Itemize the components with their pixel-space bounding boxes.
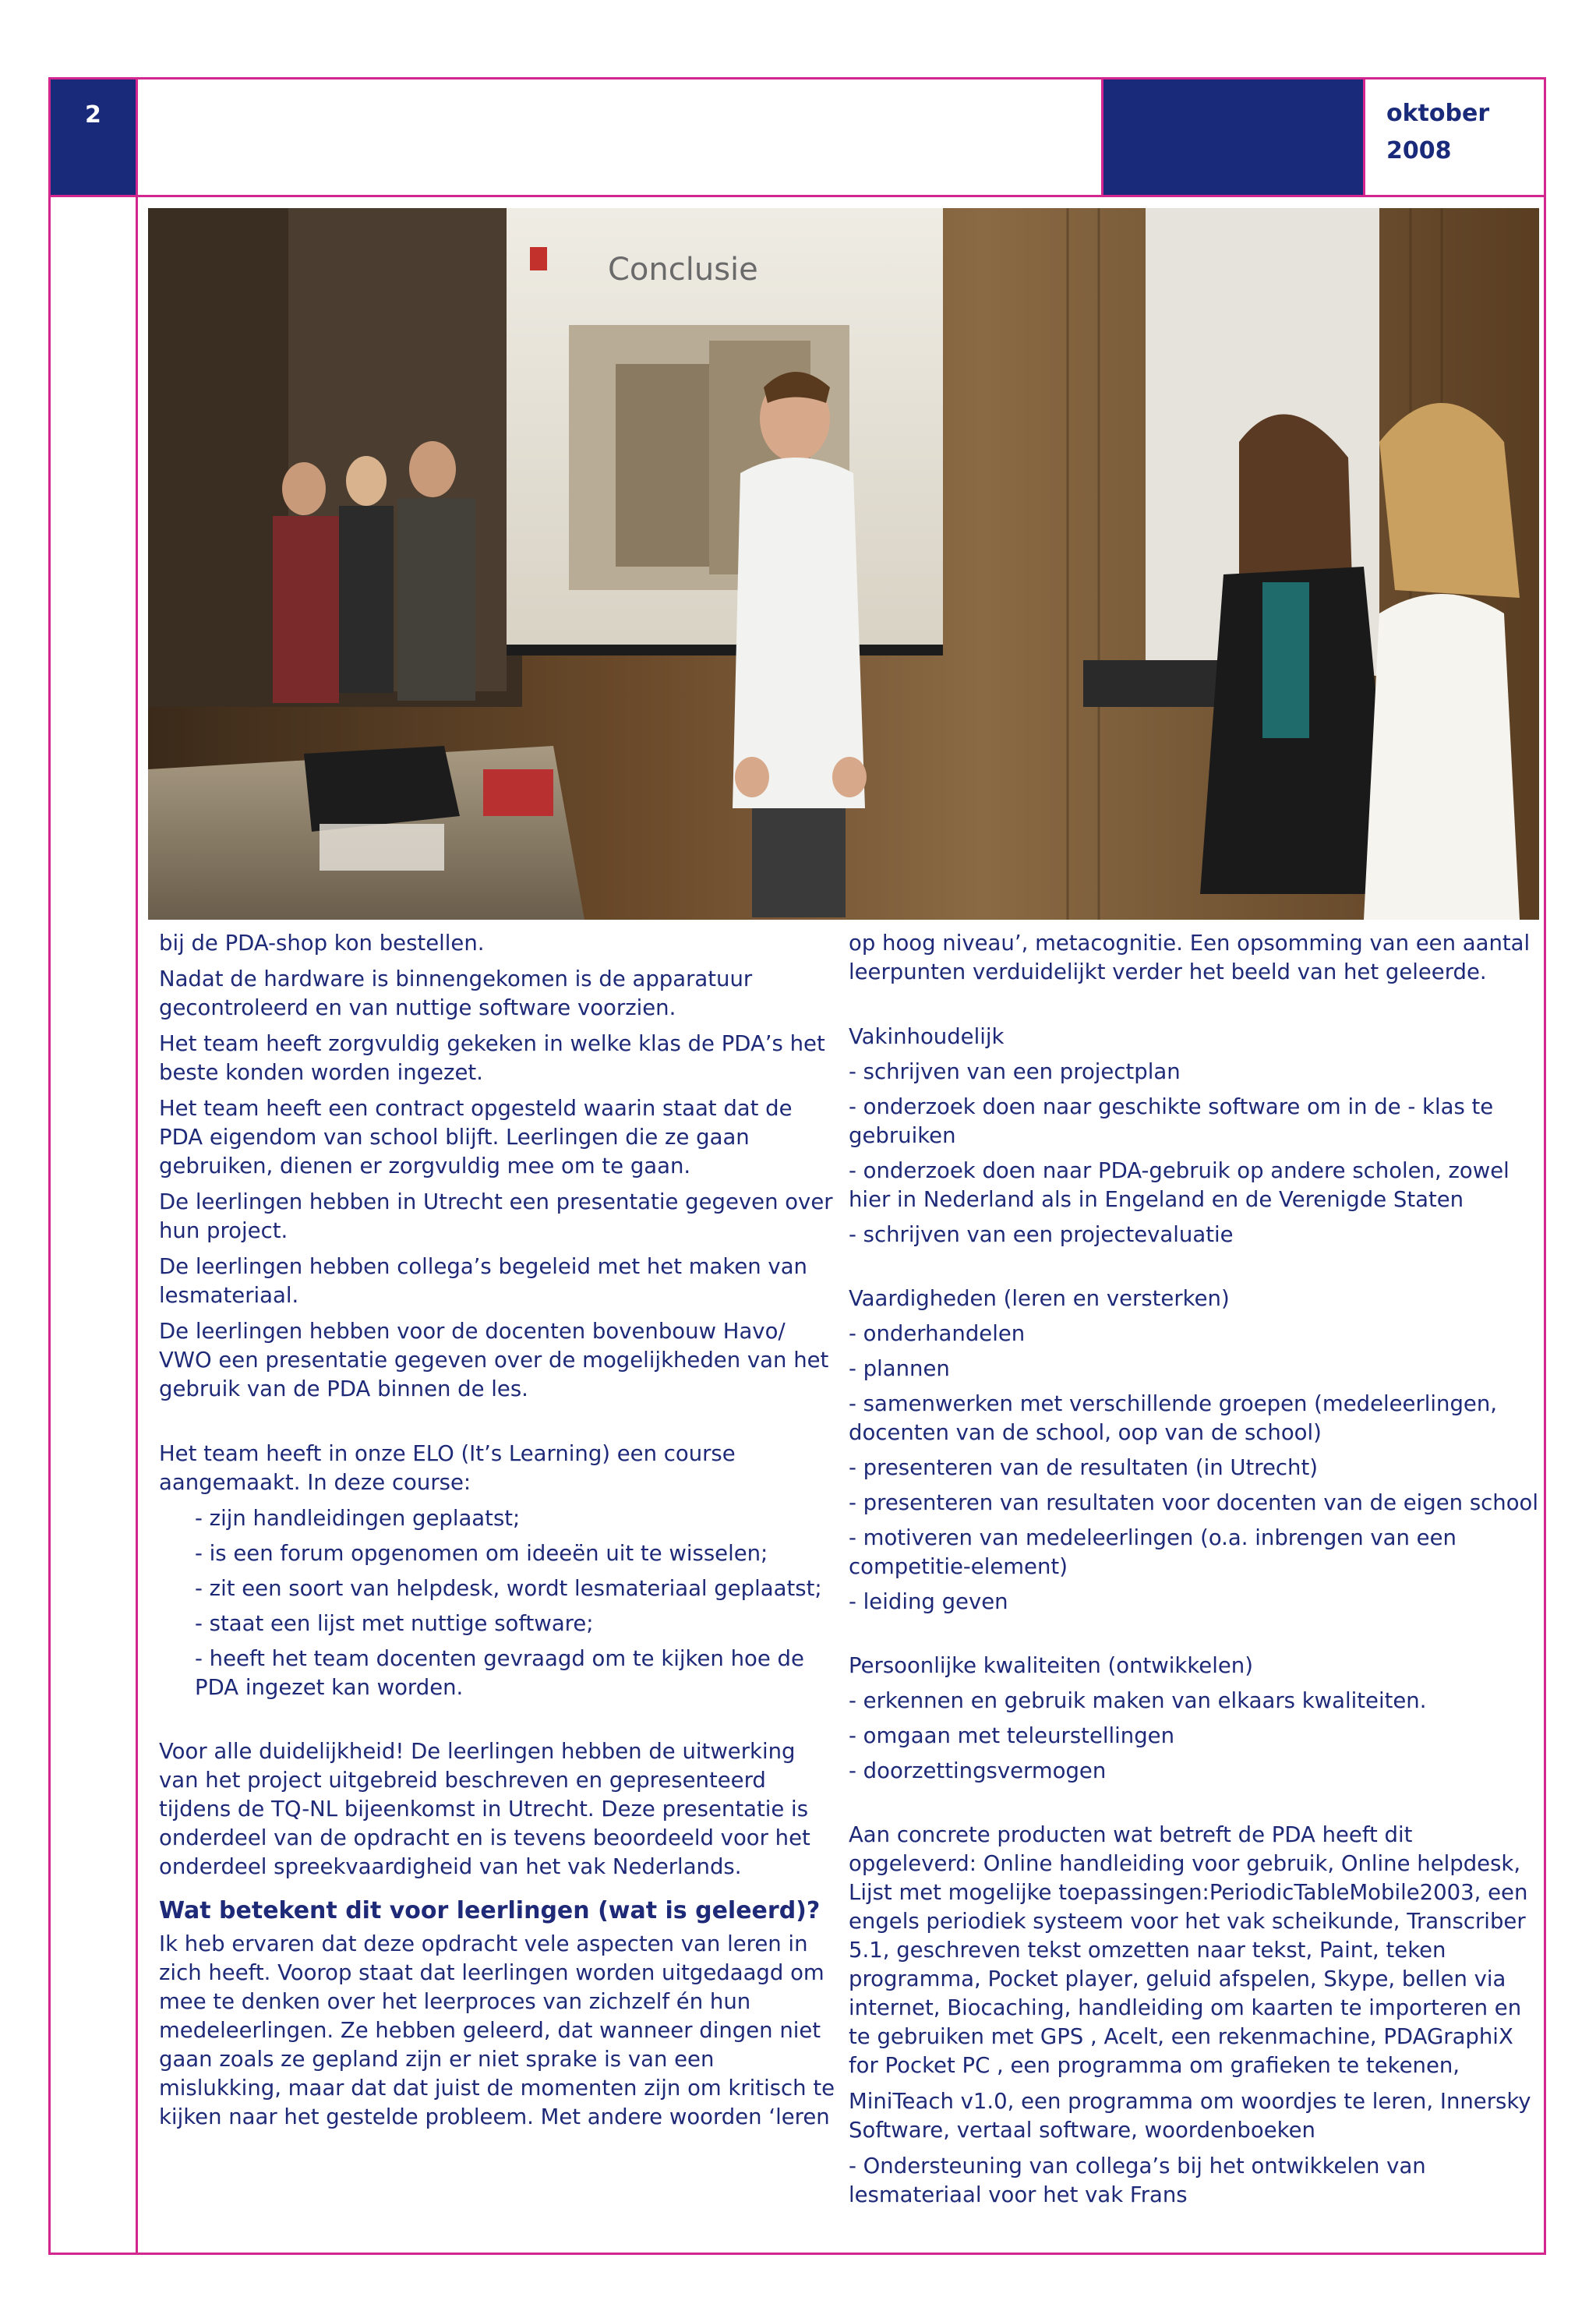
spacer	[849, 1623, 1542, 1652]
list-item: - schrijven van een projectplan	[849, 1059, 1181, 1084]
left-margin-rule	[136, 77, 138, 2255]
list-item: - zijn handleidingen geplaatst;	[195, 1506, 521, 1531]
right-column	[849, 929, 1542, 2217]
paragraph: Het team heeft zorgvuldig gekeken in welke klas de PDA’s het beste konden worden ingezet.	[159, 1031, 825, 1085]
paragraph: op hoog niveau’, metacognitie. Een opsomming van een aantal leerpunten verduidelijkt verder het beeld van het geleerde.	[849, 931, 1531, 984]
paragraph: Het team heeft in onze ELO (It’s Learning) een course aangemaakt. In deze course:	[159, 1441, 736, 1495]
list-item: - leiding geven	[849, 1589, 1008, 1614]
list-item: - zit een soort van helpdesk, wordt lesmateriaal geplaatst;	[195, 1576, 822, 1601]
paragraph: Het team heeft een contract opgesteld waarin staat dat de PDA eigendom van school blijft. Leerlingen die ze gaan gebruiken, dienen er zorgvuldig mee om te gaan.	[159, 1096, 793, 1178]
list-item: - motiveren van medeleerlingen (o.a. inbrengen van een competitie-element)	[849, 1525, 1457, 1579]
list-item: - presenteren van resultaten voor docenten van de eigen school	[849, 1490, 1539, 1515]
list-item: - schrijven van een projectevaluatie	[849, 1222, 1234, 1247]
spacer	[849, 994, 1542, 1023]
spacer	[159, 1708, 837, 1737]
issue-date	[1386, 95, 1489, 170]
list-item: - onderzoek doen naar geschikte software om in de - klas te gebruiken	[849, 1094, 1494, 1148]
paragraph: - Ondersteuning van collega’s bij het ontwikkelen van lesmateriaal voor het vak Frans	[849, 2154, 1426, 2207]
list-title: Vaardigheden (leren en versterken)	[849, 1286, 1230, 1311]
paragraph: De leerlingen hebben in Utrecht een presentatie gegeven over hun project.	[159, 1189, 833, 1243]
paragraph: bij de PDA-shop kon bestellen.	[159, 931, 485, 956]
list-item: - plannen	[849, 1356, 950, 1381]
spacer	[849, 1256, 1542, 1284]
issue-year: 2008	[1386, 137, 1452, 164]
list-item: - doorzettingsvermogen	[849, 1758, 1107, 1783]
paragraph: Ik heb ervaren dat deze opdracht vele aspecten van leren in zich heeft. Voorop staat dat leerlingen worden uitgedaagd om mee te denken over het leerproces van zichzelf én hun medeleerlingen. Ze hebben geleerd, dat wanneer dingen niet gaan zoals ze gepland zijn er niet sprake is van een mislukking, maar dat dat juist de momenten zijn om kritisch te kijken naar het gestelde probleem. Met andere woorden ‘leren	[159, 1931, 835, 2129]
list-item: - samenwerken met verschillende groepen (medeleerlingen, docenten van de school, oop van de school)	[849, 1391, 1498, 1445]
page-number-box	[48, 77, 138, 197]
course-list	[159, 1504, 837, 1702]
paragraph: MiniTeach v1.0, een programma om woordjes te leren, Innersky Software, vertaal software, woordenboeken	[849, 2089, 1531, 2143]
paragraph: De leerlingen hebben collega’s begeleid met het maken van lesmateriaal.	[159, 1254, 807, 1308]
list-title: Persoonlijke kwaliteiten (ontwikkelen)	[849, 1653, 1253, 1678]
list-item: - presenteren van de resultaten (in Utrecht)	[849, 1455, 1318, 1480]
paragraph: Voor alle duidelijkheid! De leerlingen hebben de uitwerking van het project uitgebreid beschreven en gepresenteerd tijdens de TQ-NL bijeenkomst in Utrecht. Deze presentatie is onderdeel van de opdracht en is tevens beoordeeld voor het onderdeel spreekvaardigheid van het vak Nederlands.	[159, 1739, 810, 1879]
left-column	[159, 929, 837, 2139]
list-item: - onderzoek doen naar PDA-gebruik op andere scholen, zowel hier in Nederland als in Engeland en de Verenigde Staten	[849, 1158, 1509, 1212]
section-heading: Wat betekent dit voor leerlingen (wat is geleerd)?	[159, 1897, 821, 1924]
slide-title: Conclusie	[608, 252, 758, 288]
paragraph: De leerlingen hebben voor de docenten bovenbouw Havo/ VWO een presentatie gegeven over de mogelijkheden van het gebruik van de PDA binnen de les.	[159, 1319, 829, 1401]
paragraph: Nadat de hardware is binnengekomen is de apparatuur gecontroleerd en van nuttige software voorzien.	[159, 966, 753, 1020]
spacer	[849, 1792, 1542, 1821]
issue-month: oktober	[1386, 100, 1490, 127]
list-item: - staat een lijst met nuttige software;	[195, 1611, 594, 1636]
list-item: - heeft het team docenten gevraagd om te kijken hoe de PDA ingezet kan worden.	[195, 1646, 804, 1700]
paragraph: Aan concrete producten wat betreft de PDA heeft dit opgeleverd: Online handleiding voor gebruik, Online helpdesk, Lijst met mogelijke toepassingen:PeriodicTableMobile2003, een engels periodiek systeem voor het vak scheikunde, Transcriber 5.1, geschreven tekst omzetten naar tekst, Paint, teken programma, Pocket player, geluid afspelen, Skype, bellen via internet, Biocaching, handleiding om kaarten te importeren en te gebruiken met GPS , Acelt, een rekenmachine, PDAGraphiX for Pocket PC , een programma om grafieken te tekenen,	[849, 1822, 1528, 2078]
list-item: - is een forum opgenomen om ideeën uit te wisselen;	[195, 1541, 768, 1566]
page-number: 2	[85, 101, 101, 129]
list-item: - omgaan met teleurstellingen	[849, 1723, 1175, 1748]
list-item: - erkennen en gebruik maken van elkaars kwaliteiten.	[849, 1688, 1427, 1713]
list-title: Vakinhoudelijk	[849, 1024, 1005, 1049]
list-item: - onderhandelen	[849, 1321, 1026, 1346]
header-blue-block	[1101, 77, 1365, 197]
spacer	[159, 1411, 837, 1440]
presentation-photo	[148, 208, 1539, 920]
